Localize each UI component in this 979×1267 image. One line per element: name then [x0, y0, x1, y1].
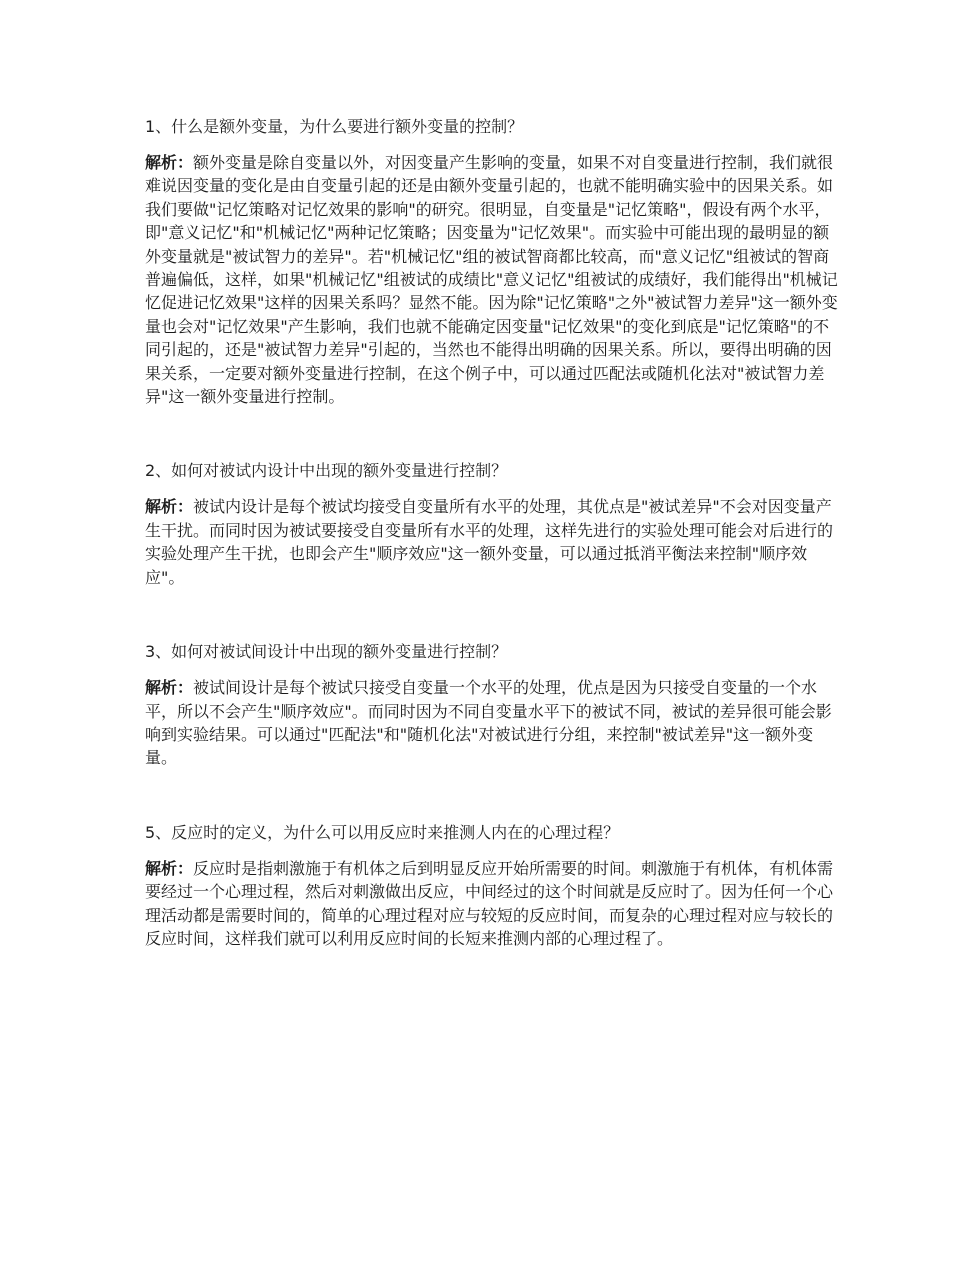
- section-spacer: [145, 770, 845, 822]
- section-spacer: [145, 589, 845, 641]
- document-page: [145, 116, 845, 950]
- answer-text-4: 反应时是指刺激施于有机体之后到明显反应开始所需要的时间。刺激施于有机体，有机体需要经过一个心理过程，然后对刺激做出反应，中间经过的这个时间就是反应时了。因为任何一个心理活动都是需要时间的，简单的心理过程对应与较短的反应时间，而复杂的心理过程对应与较长的反应时间，这样我们就可以利用反应时间的长短来推测内部的心理过程了。: [145, 858, 834, 948]
- answer-label-4: 解析：: [145, 858, 194, 878]
- answer-text-1: 额外变量是除自变量以外，对因变量产生影响的变量，如果不对自变量进行控制，我们就很难说因变量的变化是由自变量引起的还是由额外变量引起的，也就不能明确实验中的因果关系。如我们要做"记忆策略对记忆效果的影响"的研究。很明显，自变量是"记忆策略"，假设有两个水平，即"意义记忆"和"机械记忆"两种记忆策略；因变量为"记忆效果"。而实验中可能出现的最明显的额外变量就是"被试智力的差异"。若"机械记忆"组的被试智商都比较高，而"意义记忆"组被试的智商普遍偏低，这样，如果"机械记忆"组被试的成绩比"意义记忆"组被试的成绩好，我们能得出"机械记忆促进记忆效果"这样的因果关系吗？显然不能。因为除"记忆策略"之外"被试智力差异"这一额外变量也会对"记忆效果"产生影响，我们也就不能确定因变量"记忆效果"的变化到底是"记忆策略"的不同引起的，还是"被试智力差异"引起的，当然也不能得出明确的因果关系。所以，要得出明确的因果关系，一定要对额外变量进行控制，在这个例子中，可以通过匹配法或随机化法对"被试智力差异"这一额外变量进行控制。: [145, 153, 838, 407]
- qa-section-1: [145, 116, 845, 408]
- answer-4: [145, 857, 845, 951]
- qa-section-2: [145, 460, 845, 589]
- qa-section-4: [145, 822, 845, 951]
- question-4: 5、反应时的定义，为什么可以用反应时来推测人内在的心理过程？: [145, 822, 620, 842]
- question-3: 3、如何对被试间设计中出现的额外变量进行控制？: [145, 642, 508, 662]
- answer-text-2: 被试内设计是每个被试均接受自变量所有水平的处理，其优点是"被试差异"不会对因变量产生干扰。而同时因为被试要接受自变量所有水平的处理，这样先进行的实验处理可能会对后进行的实验处理产生干扰，也即会产生"顺序效应"这一额外变量，可以通过抵消平衡法来控制"顺序效应"。: [145, 497, 834, 587]
- qa-section-3: [145, 641, 845, 770]
- answer-label-2: 解析：: [145, 497, 194, 517]
- answer-text-3: 被试间设计是每个被试只接受自变量一个水平的处理，优点是因为只接受自变量的一个水平，所以不会产生"顺序效应"。而同时因为不同自变量水平下的被试不同，被试的差异很可能会影响到实验结果。可以通过"匹配法"和"随机化法"对被试进行分组，来控制"被试差异"这一额外变量。: [145, 678, 832, 768]
- answer-2: [145, 495, 845, 589]
- question-1: 1、什么是额外变量，为什么要进行额外变量的控制？: [145, 117, 524, 136]
- answer-3: [145, 676, 845, 770]
- answer-1: [145, 151, 845, 408]
- question-2: 2、如何对被试内设计中出现的额外变量进行控制？: [145, 461, 508, 481]
- answer-label-3: 解析：: [145, 678, 194, 698]
- answer-label-1: 解析：: [145, 153, 194, 172]
- section-spacer: [145, 408, 845, 460]
